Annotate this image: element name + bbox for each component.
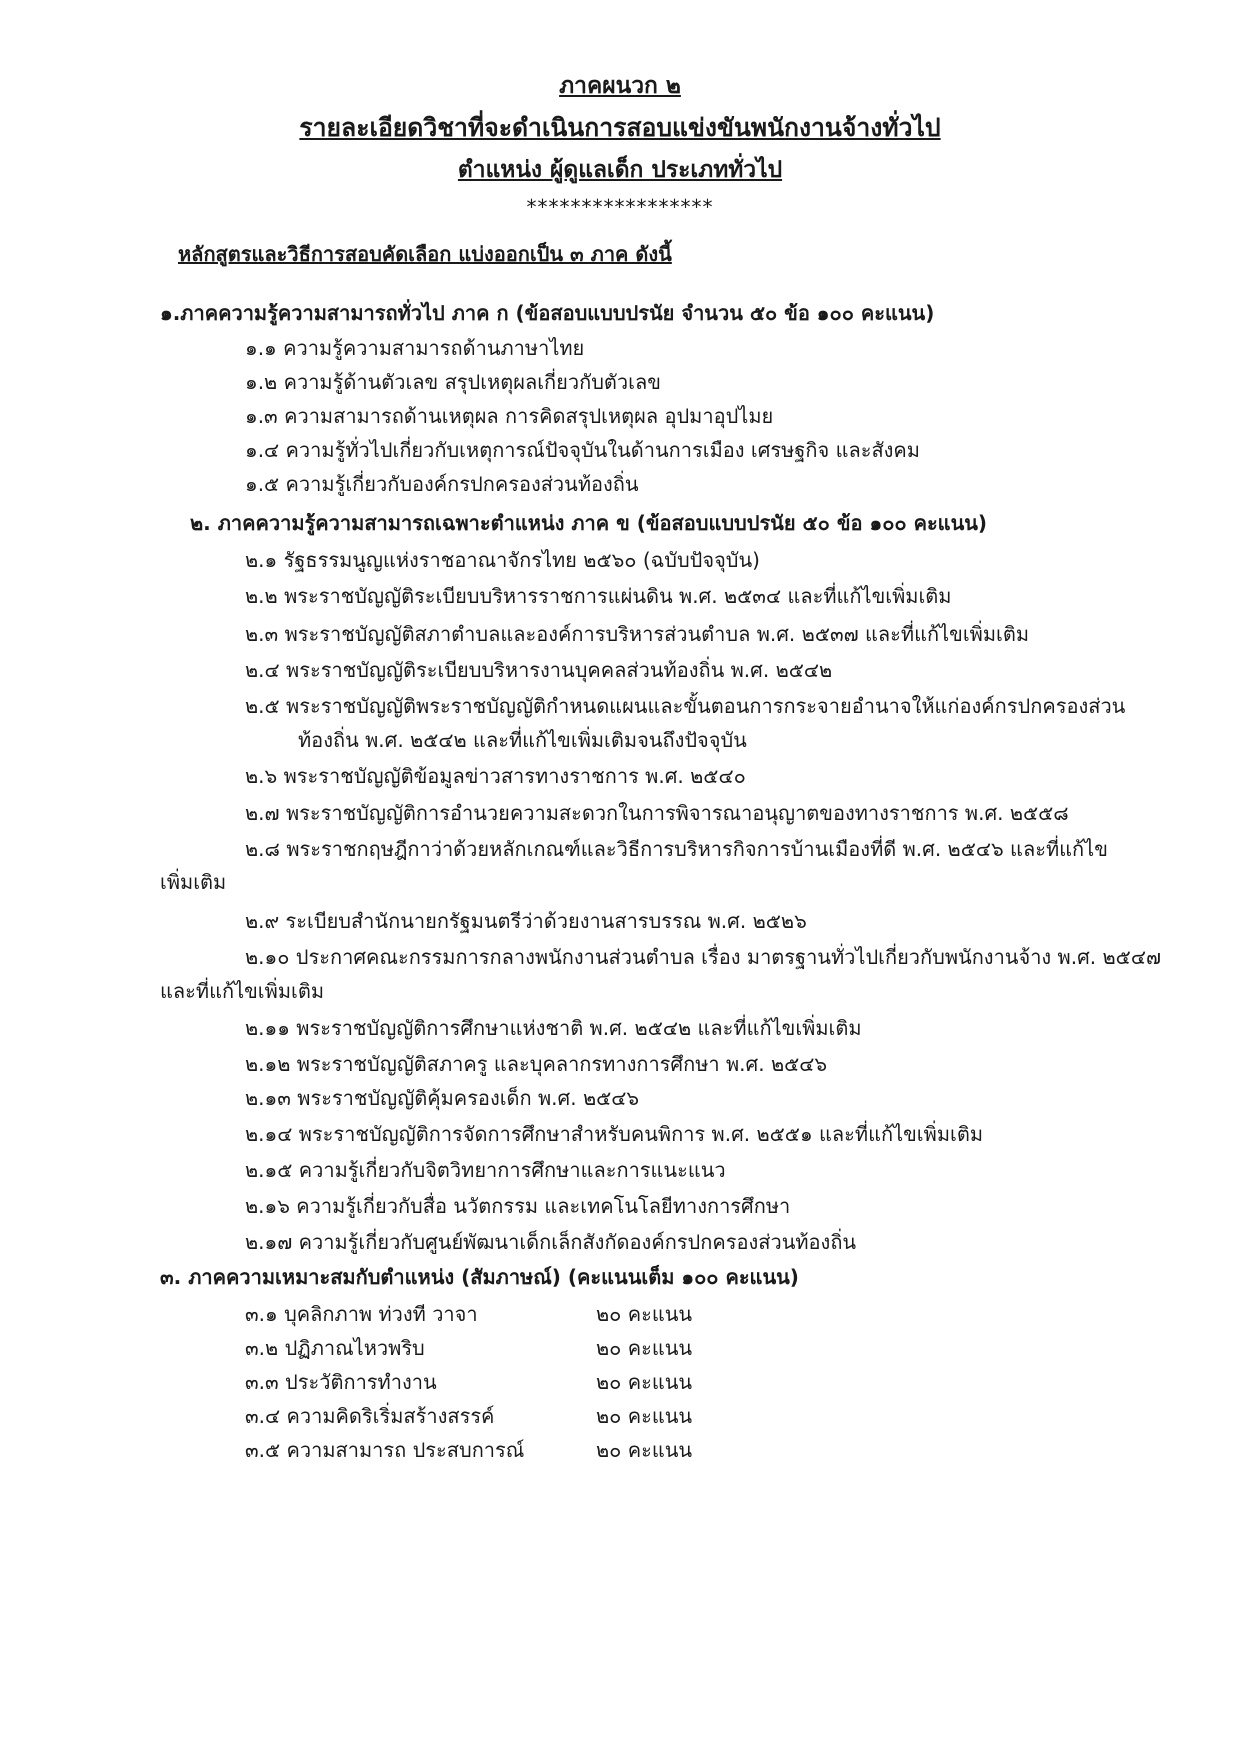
part3-item-score: ๒๐ คะแนน: [596, 1302, 693, 1326]
part2-item: ๒.๑๔ พระราชบัญญัติการจัดการศึกษาสำหรับคนพิการ พ.ศ. ๒๕๕๑ และที่แก้ไขเพิ่มเติม: [245, 1122, 984, 1146]
part3-item-label: ๓.๑ บุคลิกภาพ ท่วงที วาจา: [245, 1302, 478, 1326]
position-title: ตำแหน่ง ผู้ดูแลเด็ก ประเภททั่วไป: [457, 157, 783, 183]
appendix-title: ภาคผนวก ๒: [559, 73, 681, 99]
separator-stars: *****************: [526, 195, 714, 219]
part1-item: ๑.๑ ความรู้ความสามารถด้านภาษาไทย: [245, 336, 585, 360]
part3-item-label: ๓.๓ ประวัติการทำงาน: [245, 1370, 437, 1394]
part2-item: ๒.๑๒ พระราชบัญญัติสภาครู และบุคลากรทางการศึกษา พ.ศ. ๒๕๔๖: [245, 1052, 828, 1076]
part2-item: ๒.๘ พระราชกฤษฎีกาว่าด้วยหลักเกณฑ์และวิธีการบริหารกิจการบ้านเมืองที่ดี พ.ศ. ๒๕๔๖ และที่แก้ไข: [245, 837, 1108, 861]
part1-item: ๑.๔ ความรู้ทั่วไปเกี่ยวกับเหตุการณ์ปัจจุบันในด้านการเมือง เศรษฐกิจ และสังคม: [245, 438, 920, 462]
part3-item-score: ๒๐ คะแนน: [596, 1336, 693, 1360]
part2-item: ๒.๒ พระราชบัญญัติระเบียบบริหารราชการแผ่นดิน พ.ศ. ๒๕๓๔ และที่แก้ไขเพิ่มเติม: [245, 584, 952, 608]
part3-item-score: ๒๐ คะแนน: [596, 1370, 693, 1394]
part2-item-continuation: และที่แก้ไขเพิ่มเติม: [160, 979, 325, 1003]
part2-item: ๒.๕ พระราชบัญญัติพระราชบัญญัติกำหนดแผนและขั้นตอนการกระจายอำนาจให้แก่องค์กรปกครองส่วน: [245, 694, 1126, 718]
part3-item-label: ๓.๒ ปฏิภาณไหวพริบ: [245, 1336, 425, 1360]
part2-item-continuation: ท้องถิ่น พ.ศ. ๒๕๔๒ และที่แก้ไขเพิ่มเติมจนถึงปัจจุบัน: [298, 728, 747, 752]
part2-item: ๒.๑๖ ความรู้เกี่ยวกับสื่อ นวัตกรรม และเทคโนโลยีทางการศึกษา: [245, 1194, 791, 1218]
part2-item: ๒.๓ พระราชบัญญัติสภาตำบลและองค์การบริหารส่วนตำบล พ.ศ. ๒๕๓๗ และที่แก้ไขเพิ่มเติม: [245, 622, 1030, 646]
part1-heading: ๑.ภาคความรู้ความสามารถทั่วไป ภาค ก (ข้อสอบแบบปรนัย จำนวน ๕๐ ข้อ ๑๐๐ คะแนน): [160, 301, 935, 325]
part2-item-continuation: เพิ่มเติม: [160, 870, 227, 894]
part1-item: ๑.๕ ความรู้เกี่ยวกับองค์กรปกครองส่วนท้องถิ่น: [245, 472, 639, 496]
document-title: รายละเอียดวิชาที่จะดำเนินการสอบแข่งขันพนักงานจ้างทั่วไป: [299, 113, 941, 142]
part2-item: ๒.๖ พระราชบัญญัติข้อมูลข่าวสารทางราชการ พ.ศ. ๒๕๔๐: [245, 764, 746, 788]
part1-item: ๑.๒ ความรู้ด้านตัวเลข สรุปเหตุผลเกี่ยวกับตัวเลข: [245, 370, 661, 394]
part2-item: ๒.๑ รัฐธรรมนูญแห่งราชอาณาจักรไทย ๒๕๖๐ (ฉบับปัจจุบัน): [245, 548, 760, 572]
part2-item: ๒.๑๓ พระราชบัญญัติคุ้มครองเด็ก พ.ศ. ๒๕๔๖: [245, 1086, 640, 1110]
part3-item-label: ๓.๕ ความสามารถ ประสบการณ์: [245, 1438, 525, 1462]
part2-item: ๒.๗ พระราชบัญญัติการอำนวยความสะดวกในการพิจารณาอนุญาตของทางราชการ พ.ศ. ๒๕๕๘: [245, 801, 1069, 825]
part2-item: ๒.๔ พระราชบัญญัติระเบียบบริหารงานบุคคลส่วนท้องถิ่น พ.ศ. ๒๕๔๒: [245, 658, 833, 682]
part3-item-score: ๒๐ คะแนน: [596, 1438, 693, 1462]
intro-heading: หลักสูตรและวิธีการสอบคัดเลือก แบ่งออกเป็น ๓ ภาค ดังนี้: [178, 242, 672, 266]
part1-item: ๑.๓ ความสามารถด้านเหตุผล การคิดสรุปเหตุผล อุปมาอุปไมย: [245, 404, 774, 428]
part2-item: ๒.๑๐ ประกาศคณะกรรมการกลางพนักงานส่วนตำบล เรื่อง มาตรฐานทั่วไปเกี่ยวกับพนักงานจ้าง พ.ศ. ๒๕๔๗: [245, 945, 1161, 969]
part2-item: ๒.๑๑ พระราชบัญญัติการศึกษาแห่งชาติ พ.ศ. ๒๕๔๒ และที่แก้ไขเพิ่มเติม: [245, 1016, 862, 1040]
part3-heading: ๓. ภาคความเหมาะสมกับตำแหน่ง (สัมภาษณ์) (คะแนนเต็ม ๑๐๐ คะแนน): [160, 1265, 799, 1289]
part3-item-score: ๒๐ คะแนน: [596, 1404, 693, 1428]
part2-heading: ๒. ภาคความรู้ความสามารถเฉพาะตำแหน่ง ภาค ข (ข้อสอบแบบปรนัย ๕๐ ข้อ ๑๐๐ คะแนน): [190, 511, 988, 535]
part3-item-label: ๓.๔ ความคิดริเริ่มสร้างสรรค์: [245, 1404, 495, 1428]
part2-item: ๒.๑๕ ความรู้เกี่ยวกับจิตวิทยาการศึกษาและการแนะแนว: [245, 1158, 726, 1182]
part2-item: ๒.๙ ระเบียบสำนักนายกรัฐมนตรีว่าด้วยงานสารบรรณ พ.ศ. ๒๕๒๖: [245, 909, 807, 933]
part2-item: ๒.๑๗ ความรู้เกี่ยวกับศูนย์พัฒนาเด็กเล็กสังกัดองค์กรปกครองส่วนท้องถิ่น: [245, 1230, 857, 1254]
